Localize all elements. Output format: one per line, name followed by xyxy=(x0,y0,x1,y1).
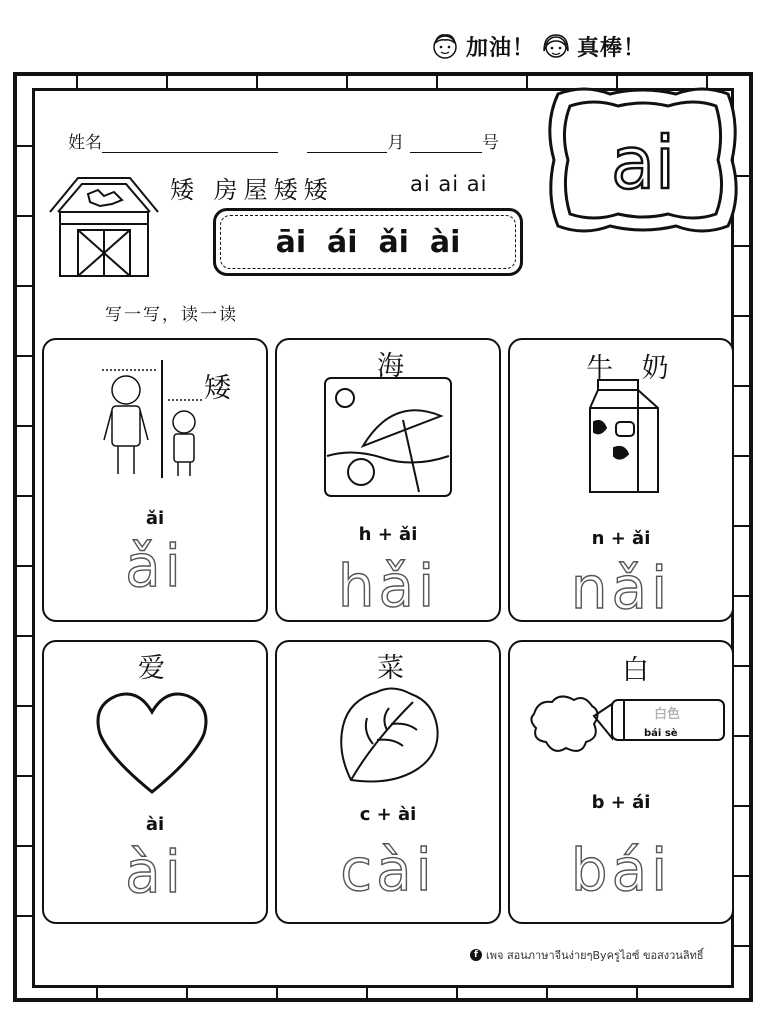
crayon-pinyin: bái sè xyxy=(644,728,678,739)
instruction: 写一写，读一读 xyxy=(105,305,238,325)
card-white xyxy=(508,640,734,924)
tones-box xyxy=(213,208,523,276)
badge-text: ai xyxy=(610,121,676,205)
praise-text-1: 加油！ xyxy=(466,35,536,61)
card-hanzi: 海 xyxy=(377,351,414,382)
footer-text: เพจ สอนภาษาจีนง่ายๆByครูไอซ์ ขอสงวนลิทธิ์ xyxy=(486,949,704,962)
ai-badge xyxy=(544,84,742,236)
card-milk xyxy=(508,338,734,622)
trace-text[interactable]: bái xyxy=(570,836,672,904)
trace-text[interactable]: cài xyxy=(340,836,436,904)
boy-face-icon xyxy=(430,31,460,61)
card-love xyxy=(42,640,268,924)
card-hanzi: 爱 xyxy=(138,653,175,684)
card-pinyin: n + ǎi xyxy=(591,528,651,549)
trace-text[interactable]: ài xyxy=(125,838,185,906)
month-blank[interactable] xyxy=(307,136,387,153)
white-crayon-icon xyxy=(528,684,728,764)
praise-header xyxy=(430,26,750,66)
card-vegetable xyxy=(275,640,501,924)
trace-text[interactable]: nǎi xyxy=(570,554,672,622)
card-pinyin: b + ái xyxy=(591,792,651,813)
card-hanzi: 菜 xyxy=(377,653,414,684)
name-blank[interactable] xyxy=(102,136,278,153)
beach-umbrella-icon xyxy=(323,376,453,498)
short-tall-kids-icon xyxy=(98,360,208,480)
card-pinyin: ài xyxy=(145,814,165,835)
girl-face-icon xyxy=(541,31,571,61)
card-hanzi: 矮 xyxy=(204,373,241,404)
cabbage-icon xyxy=(333,682,443,788)
card-hanzi: 白 xyxy=(622,655,659,686)
card-pinyin: h + ǎi xyxy=(358,524,418,545)
footer-credit xyxy=(470,946,704,964)
heart-icon xyxy=(94,688,210,796)
barn-icon xyxy=(48,168,160,280)
card-sea xyxy=(275,338,501,622)
card-hanzi: 牛 奶 xyxy=(586,353,679,384)
tones-text: āi ái ǎi ài xyxy=(275,224,461,260)
praise-text-2: 真棒！ xyxy=(577,35,647,61)
crayon-hanzi: 白色 xyxy=(654,707,681,722)
card-short xyxy=(42,338,268,622)
day-blank[interactable] xyxy=(410,136,482,153)
name-date-line xyxy=(68,128,499,153)
trace-text[interactable]: ǎi xyxy=(125,532,185,600)
month-label: 月 xyxy=(387,133,405,153)
name-label: 姓名 xyxy=(68,133,102,153)
card-pinyin: c + ài xyxy=(359,804,417,825)
trace-text[interactable]: hǎi xyxy=(337,552,439,620)
card-pinyin: ǎi xyxy=(145,508,165,529)
vocab-hanzi: 矮 房屋矮矮 xyxy=(170,176,334,204)
milk-carton-icon xyxy=(584,378,664,496)
day-label: 号 xyxy=(481,133,499,153)
vocab-pinyin: ai ai ai xyxy=(410,172,488,196)
facebook-icon: f xyxy=(470,949,482,961)
